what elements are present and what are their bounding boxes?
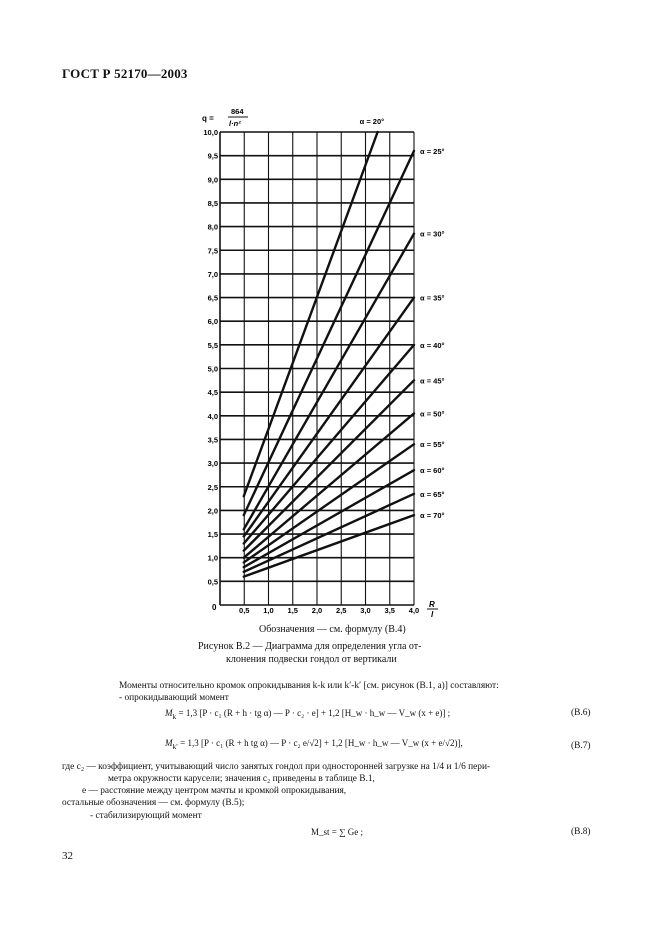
x-tick-label: 2,5 <box>336 606 347 615</box>
stabilizing-moment-item: - стабилизирующий момент <box>90 811 202 821</box>
x-axis-title-denominator: l <box>431 610 434 619</box>
eq6-rhs: = 1,3 [P · c₁ (R + h · tg α) — P · c₂ · e] + 1,2 [H_w · h_w — V_w (x + e)] ; <box>178 708 451 718</box>
y-axis-title-denominator: l·n² <box>229 119 241 128</box>
where-e: e — расстояние между центром мачты и кромкой опрокидывания, <box>82 786 347 796</box>
equation-b7 <box>165 738 463 751</box>
y-tick-label: 9,0 <box>207 175 218 185</box>
eq7-rhs: = 1,3 [P · c₁ (R + h tg α) — P · c₂ e/√2] + 1,2 [H_w · h_w — V_w (x + e/√2)], <box>180 738 463 748</box>
y-tick-label: 0,5 <box>207 577 218 587</box>
series-line <box>244 494 414 572</box>
equation-b8: M_st = ∑ Ge ; <box>311 827 363 837</box>
figure-caption-line1: Рисунок В.2 — Диаграмма для определения угла от- <box>198 641 422 652</box>
series-label: α = 50° <box>420 409 445 419</box>
equation-b7-number: (B.7) <box>571 741 591 751</box>
x-tick-label: 3,5 <box>384 606 395 615</box>
y-tick-label: 5,0 <box>207 364 218 374</box>
y-tick-label: 3,5 <box>207 435 218 445</box>
series-line <box>244 345 414 544</box>
x-tick-label: 2,0 <box>311 606 323 615</box>
page-number: 32 <box>62 850 73 862</box>
eq6-lhs: M <box>165 708 173 718</box>
series-label: α = 40° <box>420 340 445 350</box>
x-tick-labels <box>239 606 419 615</box>
where-c2-line2: метра окружности карусели; значения c₂ приведены в таблице В.1, <box>108 774 375 784</box>
figure-notation: Обозначения — см. формулу (B.4) <box>259 624 406 635</box>
overturning-moment-item: - опрокидывающий момент <box>119 693 229 703</box>
x-tick-label: 3,0 <box>360 606 371 615</box>
y-tick-label: 6,5 <box>207 293 218 303</box>
eq7-lhs-sub: k′ <box>172 741 178 751</box>
y-tick-label: 2,5 <box>207 482 218 492</box>
equation-b6-number: (B.6) <box>571 708 591 718</box>
equation-b6 <box>165 708 450 721</box>
x-tick-label: 0,5 <box>239 606 250 615</box>
figure-caption-line2: клонения подвески гондол от вертикали <box>226 654 397 665</box>
series-label: α = 65° <box>420 489 445 499</box>
y-tick-label: 7,5 <box>207 246 218 256</box>
intro-paragraph: Моменты относительно кромок опрокидывания k-k или k′-k′ [см. рисунок (В.1, а)] составляют: <box>119 681 499 691</box>
series-label: α = 70° <box>420 511 445 521</box>
y-tick-labels <box>203 128 218 586</box>
y-tick-label: 1,0 <box>207 553 218 563</box>
eq7-lhs: M <box>165 738 173 748</box>
origin-label: 0 <box>212 603 217 612</box>
x-axis-title-numerator: R <box>429 600 435 609</box>
y-tick-label: 4,0 <box>207 411 218 421</box>
x-tick-label: 1,5 <box>287 606 298 615</box>
y-tick-label: 2,0 <box>207 506 218 516</box>
x-tick-label: 1,0 <box>263 606 274 615</box>
y-axis-title-prefix: q = <box>202 114 214 123</box>
chart-grid <box>220 132 414 605</box>
y-tick-label: 7,0 <box>207 269 218 279</box>
series-label: α = 35° <box>420 293 445 303</box>
other-notation: остальные обозначения — см. формулу (В.5); <box>62 798 245 808</box>
equation-b8-number: (B.8) <box>571 827 591 837</box>
y-tick-label: 4,5 <box>207 388 218 398</box>
document-header: ГОСТ Р 52170—2003 <box>62 66 188 81</box>
y-tick-label: 9,5 <box>207 151 218 161</box>
series-label: α = 20° <box>359 117 385 126</box>
series-label: α = 30° <box>420 229 445 239</box>
y-tick-label: 3,0 <box>207 459 218 469</box>
series-label: α = 55° <box>420 440 445 450</box>
y-tick-label: 6,0 <box>207 317 218 327</box>
y-tick-label: 8,5 <box>207 198 218 208</box>
y-tick-label: 5,5 <box>207 340 218 350</box>
series-label: α = 25° <box>420 146 445 156</box>
y-tick-label: 1,5 <box>207 530 218 540</box>
eq6-lhs-sub: k <box>172 711 177 721</box>
y-tick-label: 10,0 <box>203 128 218 137</box>
where-c2-line1: где c₂ — коэффициент, учитывающий число занятых гондол при односторонней загрузке на 1/4 и 1/6 пери- <box>62 762 491 772</box>
x-tick-label: 4,0 <box>408 606 420 615</box>
series-label: α = 45° <box>420 376 445 386</box>
y-tick-label: 8,0 <box>207 222 218 232</box>
series-label: α = 60° <box>420 466 445 476</box>
y-axis-title-numerator: 864 <box>231 107 244 116</box>
